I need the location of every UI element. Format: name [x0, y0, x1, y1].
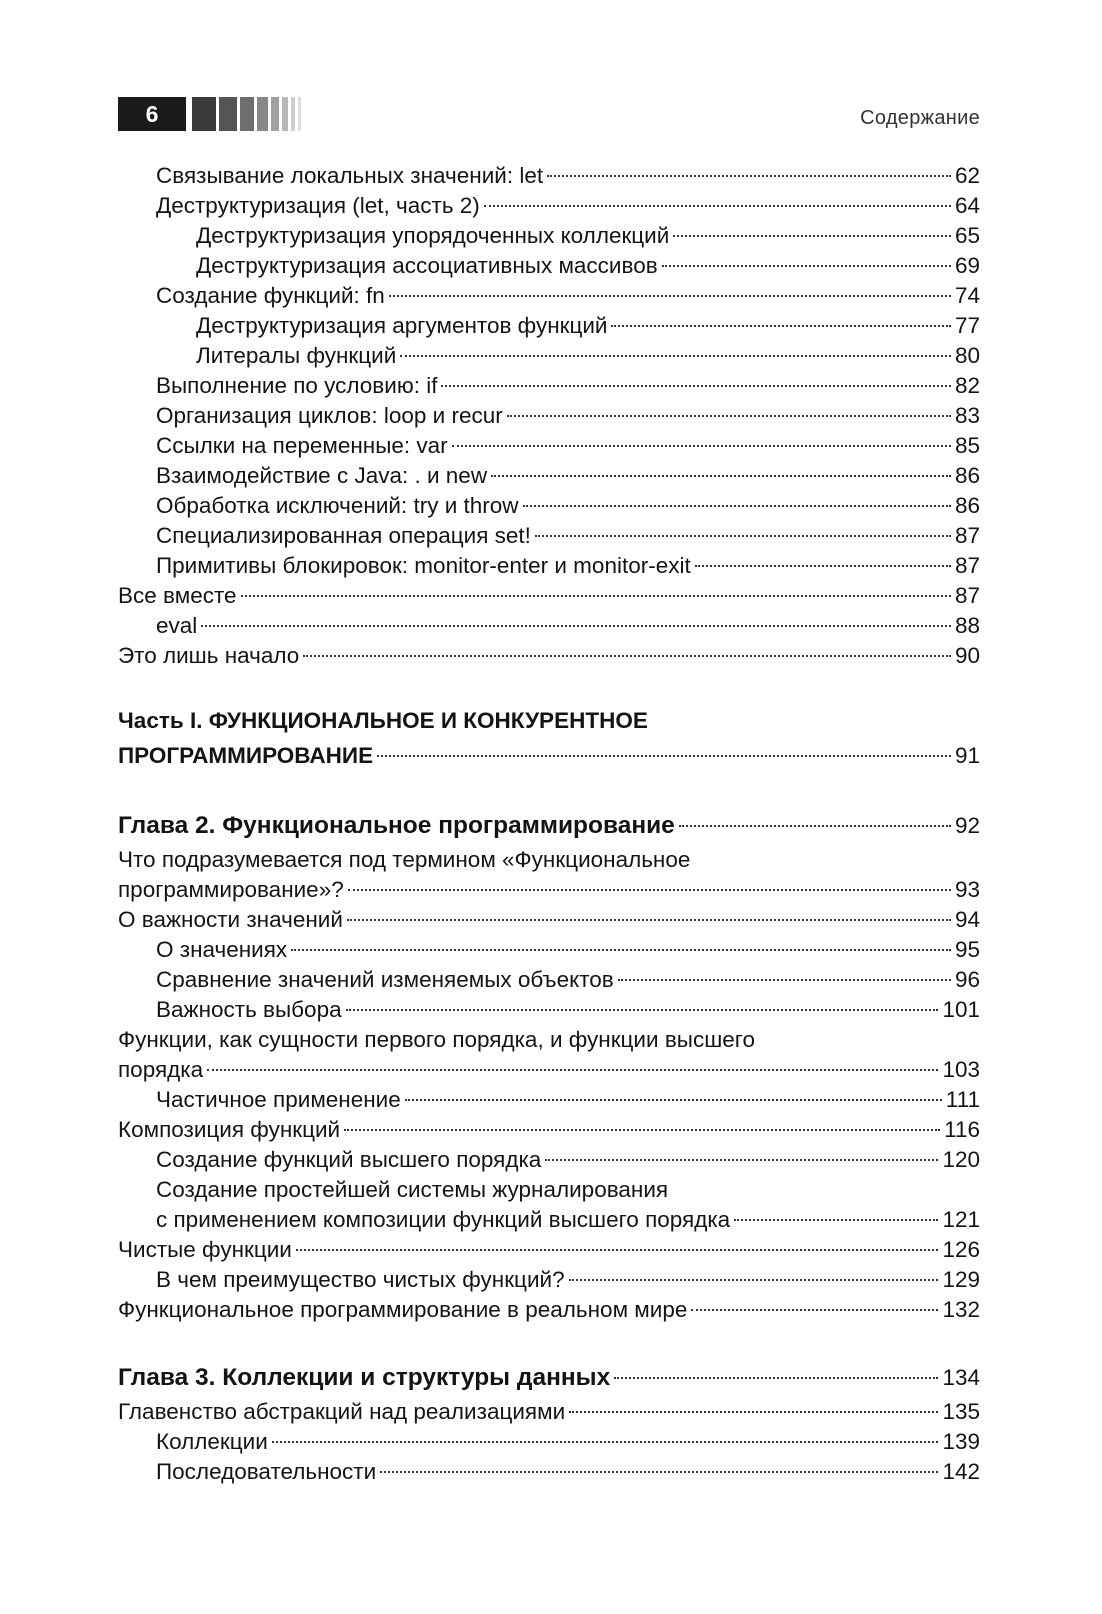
page-ref: 92: [954, 813, 980, 838]
page-ref: 93: [954, 877, 980, 902]
entry-title: Сравнение значений изменяемых объектов: [156, 967, 614, 992]
entry-title: Обработка исключений: try и throw: [156, 493, 519, 518]
toc-entry: [118, 641, 980, 671]
leader-dots: [673, 235, 951, 237]
leader-dots: [400, 355, 951, 357]
leader-dots: [452, 445, 951, 447]
entry-title: с применением композиции функций высшего порядка: [156, 1207, 731, 1232]
chapter-title: Глава 3. Коллекции и структуры данных: [118, 1364, 611, 1391]
toc-entry: [118, 1115, 980, 1145]
part-heading: [118, 703, 980, 773]
page-ref: 74: [954, 283, 980, 308]
page-ref: 94: [954, 907, 980, 932]
entry-title: Литералы функций: [196, 343, 397, 368]
entry-title: Взаимодействие с Java: . и new: [156, 463, 488, 488]
entry-title: Последовательности: [156, 1459, 377, 1484]
entry-title: О важности значений: [118, 907, 343, 932]
page-ref: 64: [954, 193, 980, 218]
leader-dots: [207, 1069, 938, 1071]
page-ref: 62: [954, 163, 980, 188]
page-ref: 142: [942, 1459, 980, 1484]
leader-dots: [389, 295, 951, 297]
leader-dots: [346, 1009, 939, 1011]
page-ref: 95: [954, 937, 980, 962]
toc-entry: [118, 281, 980, 311]
leader-dots: [569, 1411, 938, 1413]
entry-title: Создание функций высшего порядка: [156, 1147, 542, 1172]
entry-title: Примитивы блокировок: monitor-enter и monitor-exit: [156, 553, 691, 578]
toc-entry: [118, 1397, 980, 1427]
page-ref: 87: [954, 553, 980, 578]
entry-title: В чем преимущество чистых функций?: [156, 1267, 565, 1292]
leader-dots: [679, 825, 951, 827]
entry-title: Выполнение по условию: if: [156, 373, 438, 398]
entry-title: Композиция функций: [118, 1117, 341, 1142]
leader-dots: [380, 1471, 938, 1473]
leader-dots: [201, 625, 951, 627]
page-ref: 87: [954, 523, 980, 548]
leader-dots: [272, 1441, 939, 1443]
toc-entry: [118, 1265, 980, 1295]
leader-dots: [405, 1099, 942, 1101]
page-ref: 121: [942, 1207, 980, 1232]
entry-title: Деструктуризация упорядоченных коллекций: [196, 223, 670, 248]
leader-dots: [303, 655, 951, 657]
toc-entry: [118, 191, 980, 221]
leader-dots: [484, 205, 951, 207]
entry-title: Создание функций: fn: [156, 283, 385, 308]
toc-entry: [118, 551, 980, 581]
toc-entry: [118, 1235, 980, 1265]
entry-title: Коллекции: [156, 1429, 268, 1454]
leader-dots: [347, 919, 951, 921]
toc-chapter2-section: [118, 845, 980, 1325]
leader-dots: [691, 1309, 938, 1311]
leader-dots: [695, 565, 951, 567]
toc-entry-line: [118, 845, 980, 875]
page-ref: 139: [942, 1429, 980, 1454]
toc-entry: [118, 311, 980, 341]
part-title-line2: ПРОГРАММИРОВАНИЕ: [118, 743, 374, 768]
leader-dots: [545, 1159, 938, 1161]
toc-entry: [118, 1457, 980, 1487]
toc-entry: [118, 611, 980, 641]
leader-dots: [734, 1219, 938, 1221]
toc-entry: [118, 491, 980, 521]
table-of-contents: [118, 161, 980, 1487]
leader-dots: [569, 1279, 939, 1281]
leader-dots: [523, 505, 951, 507]
page-ref: 116: [944, 1117, 980, 1142]
leader-dots: [344, 1129, 940, 1131]
entry-title: eval: [156, 613, 198, 638]
leader-dots: [291, 949, 951, 951]
leader-dots: [507, 415, 951, 417]
page-ref: 101: [942, 997, 980, 1022]
toc-entry: [118, 1085, 980, 1115]
toc-entry: [118, 221, 980, 251]
entry-title: Главенство абстракций над реализациями: [118, 1399, 566, 1424]
toc-entry: [118, 995, 980, 1025]
page-ref: 82: [954, 373, 980, 398]
toc-entry: [118, 401, 980, 431]
page-ref: 77: [954, 313, 980, 338]
page-ref: 87: [954, 583, 980, 608]
toc-entry: [118, 1145, 980, 1175]
page-ref: 126: [942, 1237, 980, 1262]
toc-entry: [118, 965, 980, 995]
leader-dots: [535, 535, 951, 537]
toc-entry: [118, 738, 980, 773]
entry-title: Деструктуризация ассоциативных массивов: [196, 253, 658, 278]
toc-entry: [118, 161, 980, 191]
page-ref: 85: [954, 433, 980, 458]
entry-title: программирование»?: [118, 877, 344, 902]
running-header: [118, 97, 980, 133]
chapter-heading: [118, 1359, 980, 1397]
chapter-heading: [118, 807, 980, 845]
leader-dots: [611, 325, 950, 327]
entry-title: Организация циклов: loop и recur: [156, 403, 503, 428]
toc-entry: [118, 371, 980, 401]
entry-title: Что подразумевается под термином «Функциональное: [118, 847, 691, 872]
entry-title: Чистые функции: [118, 1237, 292, 1262]
toc-entry: [118, 1205, 980, 1235]
toc-entry: [118, 1427, 980, 1457]
toc-entry: [118, 905, 980, 935]
toc-entry: [118, 935, 980, 965]
page-ref: 91: [954, 743, 980, 768]
toc-entry: [118, 581, 980, 611]
entry-title: Частичное применение: [156, 1087, 401, 1112]
leader-dots: [491, 475, 951, 477]
entry-title: Ссылки на переменные: var: [156, 433, 448, 458]
entry-title: Создание простейшей системы журналирования: [156, 1177, 669, 1202]
entry-title: Это лишь начало: [118, 643, 300, 668]
toc-entry: [118, 461, 980, 491]
entry-title: порядка: [118, 1057, 204, 1082]
leader-dots: [441, 385, 951, 387]
entry-title: Деструктуризация (let, часть 2): [156, 193, 480, 218]
page-ref: 120: [942, 1147, 980, 1172]
toc-entry: [118, 1055, 980, 1085]
toc-entry: [118, 875, 980, 905]
leader-dots: [547, 175, 951, 177]
page-ref: 134: [942, 1365, 980, 1390]
toc-entry-line: [118, 1175, 980, 1205]
page-ref: 90: [954, 643, 980, 668]
chapter-title: Глава 2. Функциональное программирование: [118, 812, 675, 839]
page-ref: 69: [954, 253, 980, 278]
page-ref: 83: [954, 403, 980, 428]
toc-entry: [118, 251, 980, 281]
page-ref: 80: [954, 343, 980, 368]
page-ref: 111: [945, 1087, 980, 1112]
running-title: Содержание: [860, 107, 980, 129]
toc-intro-section: [118, 161, 980, 671]
page-ref: 86: [954, 493, 980, 518]
entry-title: Важность выбора: [156, 997, 342, 1022]
page-ref: 86: [954, 463, 980, 488]
toc-entry: [118, 341, 980, 371]
toc-entry: [118, 1295, 980, 1325]
toc-entry-line: [118, 1025, 980, 1055]
toc-chapter3-section: [118, 1397, 980, 1487]
entry-title: Функциональное программирование в реальном мире: [118, 1297, 688, 1322]
page-ref: 103: [942, 1057, 980, 1082]
entry-title: Связывание локальных значений: let: [156, 163, 544, 188]
leader-dots: [614, 1377, 938, 1379]
page-ref: 96: [954, 967, 980, 992]
entry-title: Деструктуризация аргументов функций: [196, 313, 608, 338]
page-ref: 129: [942, 1267, 980, 1292]
page-ref: 132: [942, 1297, 980, 1322]
leader-dots: [241, 595, 951, 597]
page-ref: 88: [954, 613, 980, 638]
toc-entry: [118, 431, 980, 461]
leader-dots: [618, 979, 951, 981]
leader-dots: [296, 1249, 939, 1251]
toc-entry: [118, 521, 980, 551]
entry-title: Все вместе: [118, 583, 237, 608]
entry-title: Функции, как сущности первого порядка, и функции высшего: [118, 1027, 755, 1052]
leader-dots: [348, 889, 951, 891]
page-ref: 65: [954, 223, 980, 248]
entry-title: О значениях: [156, 937, 288, 962]
part-title-line1: Часть I. ФУНКЦИОНАЛЬНОЕ И КОНКУРЕНТНОЕ: [118, 708, 648, 733]
page-number: 6: [118, 97, 186, 131]
entry-title: Специализированная операция set!: [156, 523, 531, 548]
page-ref: 135: [942, 1399, 980, 1424]
leader-dots: [377, 755, 951, 757]
leader-dots: [662, 265, 951, 267]
